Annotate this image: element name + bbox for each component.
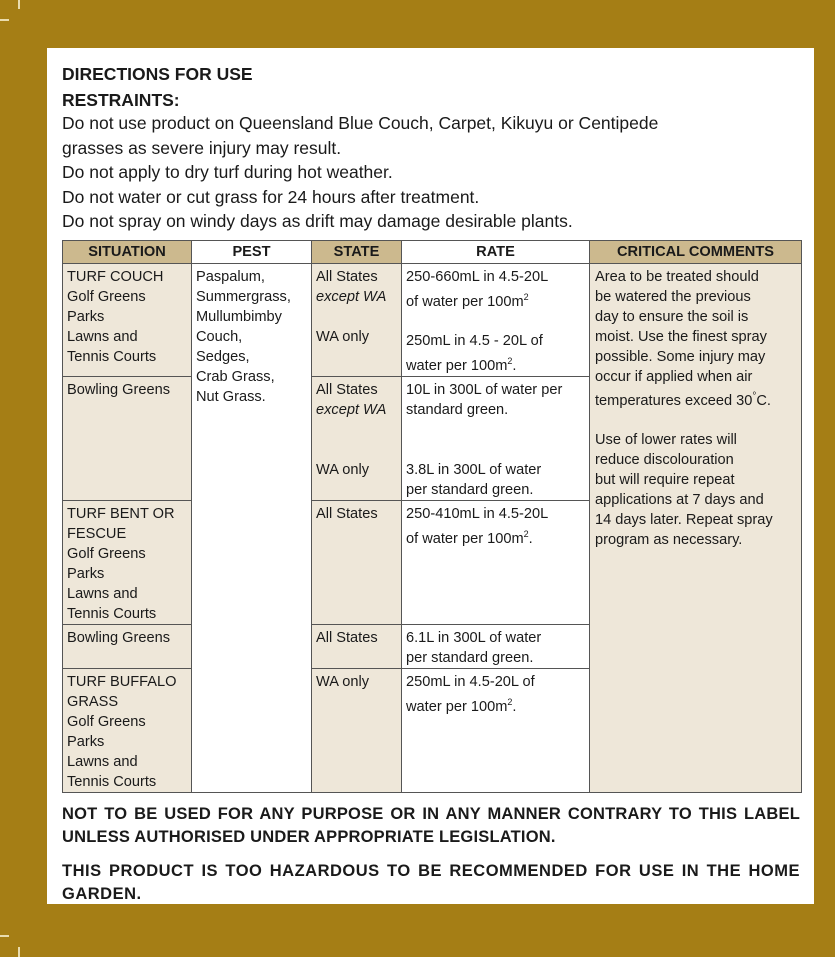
restraint-line: Do not spray on windy days as drift may damage desirable plants. [62, 211, 573, 231]
rate-cell: 10L in 300L of water per standard green. 3.8L in 300L of water per standard green. [402, 377, 590, 501]
situation-cell: Bowling Greens [63, 625, 192, 669]
table-header-row [63, 240, 802, 263]
col-header-rate: RATE [402, 240, 590, 263]
col-header-pest: PEST [192, 240, 312, 263]
col-header-situation: SITUATION [63, 240, 192, 263]
crop-mark-bottom [18, 947, 20, 957]
crop-mark-bottom-left [0, 935, 9, 937]
state-cell: All States except WA WA only [312, 263, 402, 377]
state-cell: All States except WA WA only [312, 377, 402, 501]
crop-mark-left [0, 19, 9, 21]
situation-cell: TURF BUFFALO GRASS Golf Greens Parks Lawns and Tennis Courts [63, 669, 192, 793]
situation-cell: Bowling Greens [63, 377, 192, 501]
state-cell: WA only [312, 669, 402, 793]
legal-warning: NOT TO BE USED FOR ANY PURPOSE OR IN ANY MANNER CONTRARY TO THIS LABEL UNLESS AUTHORISED UNDER APPROPRIATE LEGISLATION. [62, 805, 800, 847]
rate-cell: 250-660mL in 4.5-20L of water per $100m^2$ 250mL in 4.5 - 20L of water per $100m^2$. [402, 263, 590, 377]
restraint-line: Do not apply to dry turf during hot weather. [62, 162, 393, 182]
label-panel [47, 48, 814, 904]
restraint-line: Do not water or cut grass for 24 hours after treatment. [62, 186, 480, 207]
restraint-line: grasses as severe injury may result. [62, 137, 342, 158]
situation-cell: TURF COUCH Golf Greens Parks Lawns and Tennis Courts [63, 263, 192, 377]
pest-cell: Paspalum, Summergrass, Mullumbimby Couch, Sedges, Crab Grass, Nut Grass. [192, 263, 312, 793]
state-cell: All States [312, 501, 402, 625]
restraints-title: RESTRAINTS: [62, 90, 180, 110]
table-row [63, 263, 802, 377]
directions-table [62, 240, 802, 794]
col-header-state: STATE [312, 240, 402, 263]
hazard-warning: THIS PRODUCT IS TOO HAZARDOUS TO BE RECOMMENDED FOR USE IN THE HOME GARDEN. [62, 862, 800, 904]
critical-comments-cell: Area to be treated should be watered the previous day to ensure the soil is moist. Use the finest spray possible. Some injury may occur if applied when air temperatures exceed 30°C. Use of lower rates will reduce discolouration but will require repeat applications at 7 days and 14 days later. Repeat spray program as necessary. [590, 263, 802, 793]
rate-cell: 6.1L in 300L of water per standard green. [402, 625, 590, 669]
rate-cell: 250mL in 4.5-20L of water per $100m^2$. [402, 669, 590, 793]
state-cell: All States [312, 625, 402, 669]
col-header-critical-comments: CRITICAL COMMENTS [590, 240, 802, 263]
restraint-line: Do not use product on Queensland Blue Couch, Carpet, Kikuyu or Centipede [62, 113, 659, 133]
page-title: DIRECTIONS FOR USE [62, 64, 253, 84]
crop-mark-top [18, 0, 20, 9]
situation-cell: TURF BENT OR FESCUE Golf Greens Parks Lawns and Tennis Courts [63, 501, 192, 625]
rate-cell: 250-410mL in 4.5-20L of water per $100m^2$. [402, 501, 590, 625]
